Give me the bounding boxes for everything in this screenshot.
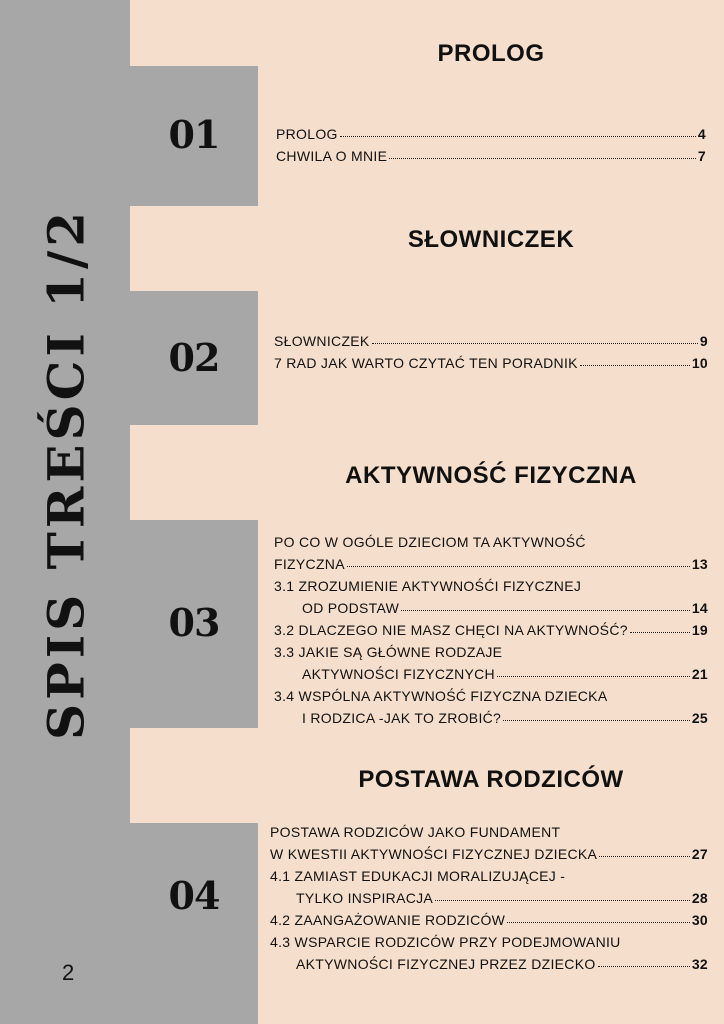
toc-entry-title: SŁOWNICZEK bbox=[274, 333, 370, 349]
toc-entry-page: 13 bbox=[691, 556, 708, 572]
toc-entry[interactable] bbox=[270, 840, 708, 862]
section-number: 02 bbox=[168, 335, 220, 380]
toc-entry[interactable] bbox=[274, 550, 708, 572]
toc-entry-title: AKTYWNOŚCI FIZYCZNYCH bbox=[302, 666, 495, 682]
section-tab-04 bbox=[130, 823, 258, 1024]
toc-entry-title: 4.2 ZAANGAŻOWANIE RODZICÓW bbox=[270, 912, 506, 928]
section-heading-aktywnosc: AKTYWNOŚĆ FIZYCZNA bbox=[345, 462, 637, 489]
toc-entry-title-line1[interactable]: 3.1 ZROZUMIENIE AKTYWNOŚĆI FIZYCZNEJ bbox=[274, 578, 582, 594]
toc-entry-title: 3.2 DLACZEGO NIE MASZ CHĘCI NA AKTYWNOŚĆ? bbox=[274, 622, 628, 638]
page-number: 2 bbox=[62, 960, 75, 985]
toc-list-prolog bbox=[276, 120, 706, 164]
toc-entry-title: W KWESTII AKTYWNOŚCI FIZYCZNEJ DZIECKA bbox=[270, 846, 598, 862]
section-heading-slowniczek: SŁOWNICZEK bbox=[407, 226, 575, 253]
toc-entry-page: 28 bbox=[691, 890, 708, 906]
section-number: 04 bbox=[168, 873, 220, 918]
toc-entry[interactable] bbox=[270, 950, 708, 972]
toc-entry-page: 25 bbox=[691, 710, 708, 726]
toc-entry-page: 21 bbox=[691, 666, 708, 682]
toc-entry[interactable] bbox=[270, 884, 708, 906]
vertical-title: SPIS TREŚCI 1/2 bbox=[36, 207, 96, 741]
toc-list-slowniczek bbox=[274, 327, 708, 371]
section-number: 01 bbox=[168, 112, 220, 157]
toc-entry-title-line1[interactable]: 4.3 WSPARCIE RODZICÓW PRZY PODEJMOWANIU bbox=[270, 934, 621, 950]
toc-list-postawa bbox=[270, 818, 708, 972]
toc-entry-title: CHWILA O MNIE bbox=[276, 148, 388, 164]
toc-entry[interactable] bbox=[274, 594, 708, 616]
toc-entry-title-line1[interactable]: POSTAWA RODZICÓW JAKO FUNDAMENT bbox=[270, 824, 561, 840]
toc-entry-title-line1[interactable]: PO CO W OGÓLE DZIECIOM TA AKTYWNOŚĆ bbox=[274, 534, 586, 550]
toc-entry-page: 30 bbox=[691, 912, 708, 928]
toc-entry-page: 4 bbox=[697, 126, 706, 142]
toc-entry[interactable] bbox=[274, 616, 708, 638]
toc-entry[interactable] bbox=[274, 704, 708, 726]
toc-entry-page: 9 bbox=[699, 333, 708, 349]
section-heading-prolog: PROLOG bbox=[437, 40, 545, 67]
toc-entry-title-line1[interactable]: 3.3 JAKIE SĄ GŁÓWNE RODZAJE bbox=[274, 644, 503, 660]
toc-entry-title: OD PODSTAW bbox=[302, 600, 400, 616]
toc-entry-title: PROLOG bbox=[276, 126, 338, 142]
toc-entry-title: AKTYWNOŚCI FIZYCZNEJ PRZEZ DZIECKO bbox=[296, 956, 596, 972]
toc-entry[interactable] bbox=[274, 660, 708, 682]
toc-entry-title-line1[interactable]: 4.1 ZAMIAST EDUKACJI MORALIZUJĄCEJ - bbox=[270, 868, 566, 884]
section-tab-03 bbox=[130, 520, 258, 728]
toc-entry[interactable] bbox=[270, 906, 708, 928]
toc-entry-page: 10 bbox=[691, 355, 708, 371]
toc-entry[interactable] bbox=[276, 142, 706, 164]
section-tab-01 bbox=[130, 66, 258, 206]
toc-entry[interactable] bbox=[276, 120, 706, 142]
section-tab-02 bbox=[130, 291, 258, 425]
toc-list-aktywnosc bbox=[274, 528, 708, 726]
toc-entry-title: 7 RAD JAK WARTO CZYTAĆ TEN PORADNIK bbox=[274, 355, 578, 371]
toc-entry-title: I RODZICA -JAK TO ZROBIĆ? bbox=[302, 710, 502, 726]
toc-entry[interactable] bbox=[274, 349, 708, 371]
toc-entry-title: FIZYCZNA bbox=[274, 556, 345, 572]
toc-entry-page: 19 bbox=[691, 622, 708, 638]
toc-entry-page: 14 bbox=[691, 600, 708, 616]
toc-entry-page: 32 bbox=[691, 956, 708, 972]
toc-entry-title: TYLKO INSPIRACJA bbox=[296, 890, 434, 906]
toc-entry[interactable] bbox=[274, 327, 708, 349]
toc-entry-page: 27 bbox=[691, 846, 708, 862]
section-number: 03 bbox=[168, 600, 220, 645]
toc-entry-title-line1[interactable]: 3.4 WSPÓLNA AKTYWNOŚĆ FIZYCZNA DZIECKA bbox=[274, 688, 608, 704]
toc-entry-page: 7 bbox=[697, 148, 706, 164]
section-heading-postawa: POSTAWA RODZICÓW bbox=[358, 766, 624, 793]
